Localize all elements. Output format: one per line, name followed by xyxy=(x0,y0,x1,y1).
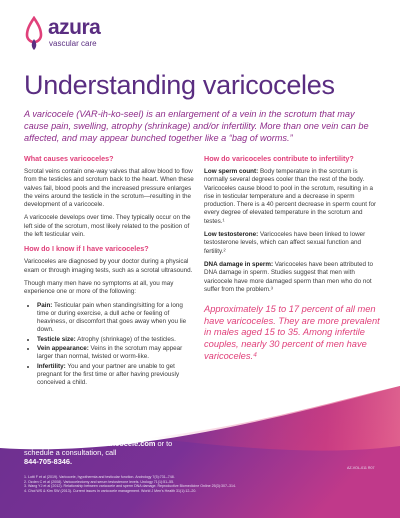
sperm-count-text: Body temperature in the scrotum is normally several degrees cooler than the rest of the body. Varicoceles cause blood to pool in the scrotum, resulting in a rise in testicular temperature and a decrease in sperm production. There is a 40 percent decrease in sperm count for every degree of elevated temperature in the scrotum and testes.¹ xyxy=(204,168,377,225)
dna-damage-term: DNA damage in sperm: xyxy=(204,260,274,268)
brand-name: azura xyxy=(48,16,101,39)
symptom-term: Infertility: xyxy=(37,362,66,370)
infertility-heading: How do varicoceles contribute to infertility? xyxy=(204,154,354,163)
sperm-count-term: Low sperm count: xyxy=(204,168,259,175)
symptom-text: Testicular pain when standing/sitting for a long time or during exercise, a dull ache or feeling of heaviness, or discomfort that goes away when you lie down. xyxy=(37,301,187,334)
reference-item: 3. Wang YJ et al (2012). Relationship between varicocele and sperm DNA damage. Reproductive Biomedicine Online 25(3):307–314. xyxy=(24,484,236,489)
references-list xyxy=(24,475,324,493)
symptom-text: Atrophy (shrinkage) of the testicles. xyxy=(75,335,176,343)
website-link[interactable]: infoVaricocele.com xyxy=(88,439,156,448)
list-item xyxy=(37,363,196,388)
contact-callout xyxy=(24,439,194,467)
dna-damage-text: Varicoceles have been attributed to DNA damage in sperm. Studies suggest that men with varicocele have more damaged sperm than men who do not suffer from the problem.³ xyxy=(204,260,374,293)
list-item xyxy=(37,345,196,362)
symptom-term: Pain: xyxy=(37,301,53,309)
causes-heading: What causes varicoceles? xyxy=(24,154,114,163)
cta-middle: or to schedule a consultation, call xyxy=(24,439,173,458)
page-title: Understanding varicoceles xyxy=(24,70,335,100)
list-item xyxy=(37,302,196,335)
left-column xyxy=(24,154,196,389)
know-paragraph-2: Though many men have no symptoms at all, you may experience one or more of the following: xyxy=(24,279,174,296)
symptom-text: Veins in the scrotum may appear larger than normal, twisted or worm-like. xyxy=(37,345,183,361)
dna-damage-paragraph xyxy=(204,261,380,294)
symptom-text: You and your partner are unable to get pregnant for the first time or after having previously conceived a child. xyxy=(37,362,180,387)
phone-number[interactable]: 844-705-8346. xyxy=(24,457,73,467)
causes-paragraph-1: Scrotal veins contain one-way valves that allow blood to flow from the testicles and scrotum back to the heart. When these valves fail, blood pools and the increased pressure enlarges the veins around the testicle in the scrotum—resulting in the development of a varicocele. xyxy=(24,168,194,209)
brand-tagline: vascular care xyxy=(49,39,97,48)
testosterone-term: Low testosterone: xyxy=(204,231,259,239)
causes-paragraph-2: A varicocele develops over time. They typically occur on the left side of the scrotum, most likely related to the position of the left testicular vein. xyxy=(24,214,191,239)
right-column xyxy=(204,154,380,362)
testosterone-text: Varicoceles have been linked to lower testosterone levels, which can affect sexual function and fertility.² xyxy=(204,231,366,255)
reference-item: 4. Choi WS & Kim SW (2013). Current issues in varicocele management. World J Men's Health 31(1):12–20. xyxy=(24,488,197,493)
intro-paragraph: A varicocele (VAR-ih-ko-seel) is an enlargement of a vein in the scrotum that may cause pain, swelling, atrophy (shrinkage) and/or infertility. More than one vein can be affected, and may appear bunched together like a “bag of worms.” xyxy=(24,109,369,144)
logo-mark-icon xyxy=(24,16,44,52)
symptom-term: Vein appearance: xyxy=(37,345,89,353)
reference-item: 1. Lotti F et al (2019). Varicocele, hypothermia and testicular function. Andrology 7(5):731–748. xyxy=(24,475,175,479)
sperm-count-paragraph xyxy=(204,168,380,226)
symptom-term: Testicle size: xyxy=(37,335,76,343)
list-item xyxy=(37,336,196,344)
statistic-callout: Approximately 15 to 17 percent of all men have varicoceles. They are more prevalent in males aged 15 to 35. Among infertile couples, nearly 30 percent of men have varicoceles.⁴ xyxy=(204,304,380,361)
know-heading: How do I know if I have varicoceles? xyxy=(24,244,149,254)
cta-prefix: To learn more, visit xyxy=(24,439,89,448)
symptom-list xyxy=(24,302,196,388)
know-paragraph-1: Varicoceles are diagnosed by your doctor during a physical exam or through imaging tests, such as a scrotal ultrasound. xyxy=(24,258,193,274)
document-code: AZ-VOL-011 R07 xyxy=(347,466,375,470)
reference-item: 2. Ozden C et al (2008). Varicocelectomy and serum testosterone levels. Urology 71(1):51–55. xyxy=(24,479,175,484)
testosterone-paragraph xyxy=(204,231,380,256)
